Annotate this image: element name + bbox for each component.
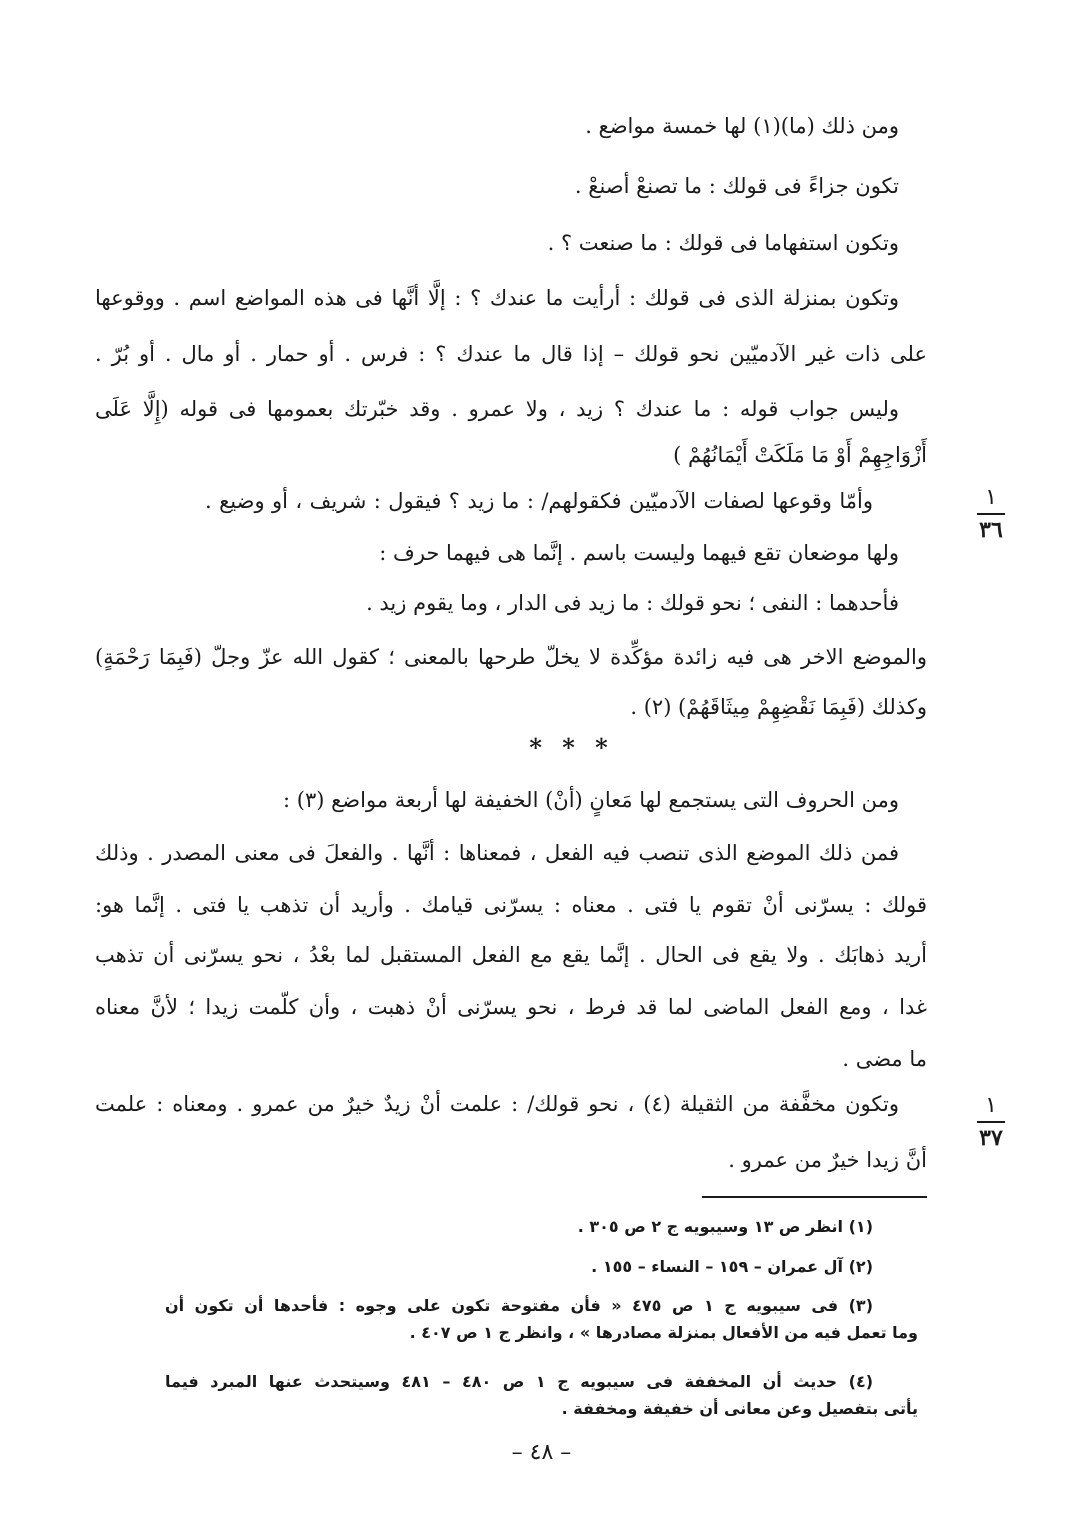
body-line-5: على ذات غير الآدميّين نحو قولك – إذا قال ما عندك ؟ : فرس . أو حمار . أو مال . أو بُرّ .	[95, 342, 927, 366]
footnote-4-continued: يأتى بتفصيل وعن معانى أن خفيفة ومخففة .	[561, 1399, 918, 1418]
body-line-16: أريد ذهابَك . ولا يقع فى الحال . إنَّما يقع مع الفعل المستقبل لما بعْدُ ، نحو يسرّنى أن تذهب	[95, 943, 927, 967]
body-line-1: ومن ذلك (ما)(١) لها خمسة مواضع .	[585, 114, 899, 138]
body-line-19: وتكون مخفَّفة من الثقيلة (٤) ، نحو قولك/ : علمت أنْ زيدٌ خيرٌ من عمرو . ومعناه : علمت	[95, 1092, 899, 1116]
footnote-1: (١) انظر ص ١٣ وسيبويه ج ٢ ص ٣٠٥ .	[577, 1217, 873, 1236]
margin-ref-bar	[977, 513, 1005, 515]
body-line-11: والموضع الاخر هى فيه زائدة مؤكِّدة لا يخلّ طرحها بالمعنى ؛ كقول الله عزّ وجلّ (فَبِمَا رَحْمَةٍ)	[95, 645, 927, 669]
body-line-9: ولها موضعان تقع فيهما وليست باسم . إنَّما هى فيهما حرف :	[379, 541, 899, 565]
body-line-7: أَزْوَاجِهِمْ أَوْ مَا مَلَكَتْ أَيْمَانُهُمْ )	[673, 443, 927, 467]
footnote-4: (٤) حديث أن المخففة فى سيبويه ج ١ ص ٤٨٠ – ٤٨١ وسيتحدث عنها المبرد فيما	[165, 1372, 874, 1391]
margin-ref-bar	[977, 1121, 1005, 1123]
body-line-8: وأمّا وقوعها لصفات الآدميّين فكقولهم/ : ما زيد ؟ فيقول : شريف ، أو وضيع .	[205, 489, 873, 513]
body-line-10: فأحدهما : النفى ؛ نحو قولك : ما زيد فى الدار ، وما يقوم زيد .	[366, 591, 899, 615]
body-line-6: وليس جواب قوله : ما عندك ؟ زيد ، ولا عمرو . وقد خبّرتك بعمومها فى قوله (إِلَّا عَلَى	[95, 397, 899, 421]
footnote-3: (٣) فى سيبويه ج ١ ص ٤٧٥ « فأن مفتوحة تكون على وجوه : فأحدها أن تكون أن	[165, 1296, 873, 1315]
body-line-17: غدا ، ومع الفعل الماضى لما قد فرط ، نحو يسرّنى أنْ ذهبت ، وأن كلّمت زيدا ؛ لأنَّ معناه	[95, 995, 927, 1019]
body-line-3: وتكون استفهاما فى قولك : ما صنعت ؟ .	[547, 231, 899, 255]
margin-ref-top: ١	[985, 1093, 997, 1118]
margin-ref-top: ١	[985, 485, 997, 510]
margin-ref-bottom: ٣٧	[979, 1125, 1003, 1151]
margin-ref-bottom: ٣٦	[979, 517, 1003, 543]
body-line-20: أنَّ زيدا خيرٌ من عمرو .	[728, 1148, 927, 1172]
section-separator: * * *	[529, 733, 614, 762]
page-number: – ٤٨ –	[511, 1440, 572, 1465]
body-line-4: وتكون بمنزلة الذى فى قولك : أرأيت ما عندك ؟ : إلَّا أنَّها فى هذه المواضع اسم . ووقوعها	[95, 286, 899, 310]
footnote-separator-rule	[702, 1196, 927, 1198]
body-line-13: ومن الحروف التى يستجمع لها مَعانٍ (أنْ) الخفيفة لها أربعة مواضع (٣) :	[283, 788, 899, 812]
body-line-15: قولك : يسرّنى أنْ تقوم يا فتى . معناه : يسرّنى قيامك . وأريد أن تذهب يا فتى . إنَّما هو:	[95, 893, 927, 917]
body-line-18: ما مضى .	[842, 1047, 927, 1071]
body-line-2: تكون جزاءً فى قولك : ما تصنعْ أصنعْ .	[574, 174, 899, 198]
body-line-12: وكذلك (فَبِمَا نَقْضِهِمْ مِيثَاقَهُمْ) (٢) .	[630, 695, 927, 719]
footnote-2: (٢) آل عمران – ١٥٩ – النساء – ١٥٥ .	[591, 1257, 873, 1276]
margin-folio-ref-1	[971, 485, 1011, 543]
body-line-14: فمن ذلك الموضع الذى تنصب فيه الفعل ، فمعناها : أنَّها . والفعلَ فى معنى المصدر . وذلك	[95, 841, 899, 865]
margin-folio-ref-2	[971, 1093, 1011, 1151]
footnote-3-continued: وما تعمل فيه من الأفعال بمنزلة مصادرها » ، وانظر ج ١ ص ٤٠٧ .	[409, 1323, 918, 1342]
